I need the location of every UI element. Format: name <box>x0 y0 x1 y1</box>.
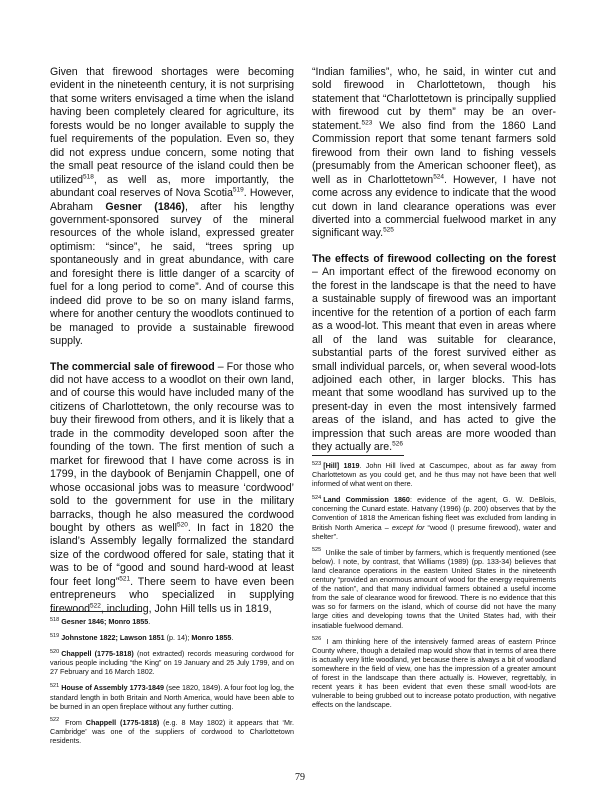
footnote-text: (p. 14); <box>164 633 192 643</box>
body-text: – An important effect of the firewood economy on the forest in the landscape is that the need to have a sustainable supply of firewood was an important incentive for the retention of a portion of each farm as a wood-lot. This meant that even in areas where all of the land was suitable for clearance, substantial parts of the forest survived either as small individual parcels, or, when several wood-lots adjoined each other, in larger blocks. This has meant that some woodland has survived up to the present-day in even the most intensively farmed areas of the island, and has acted to give the impression that such areas are more wooded than they actually are. <box>312 266 556 454</box>
footnote-text: I am thinking here of the intensively farmed areas of eastern Prince County where, though a detailed map would show that in terms of area there is actually very little woodland, yet because there is always a bit of woodland somewhere in the field of view, one has the impression of a greater amount of forest in the landscape than there actually is. However, regrettably, in recent years it has been evident that even these small wood-lots are vulnerable to being grubbed out to increase potato production, with negative effects on the landscape. <box>312 636 556 710</box>
footnote-citation: Chappell (1775-1818) <box>61 649 134 659</box>
footnote-525 <box>312 548 556 630</box>
footnote-emphasis: except for <box>391 522 425 532</box>
footnote-ref[interactable]: 523 <box>361 119 373 127</box>
footnote-number: 523 <box>312 460 322 467</box>
body-text: . However, I have not come across any evidence to indicate that the wood cut down in land clearance operations was ever diverted into a commercial fuelwood market in any significant way. <box>312 173 556 240</box>
footnote-524 <box>312 495 556 540</box>
footnote-ref[interactable]: 522 <box>90 602 101 610</box>
paragraph-indian-families <box>312 66 556 241</box>
footnote-divider <box>50 611 142 612</box>
section-heading: The commercial sale of firewood <box>50 360 215 373</box>
paragraph-commercial-sale <box>50 361 294 617</box>
footnote-522 <box>50 718 294 745</box>
body-text: , after his lengthy government-sponsored survey of the mineral resources of the whole island, expressed greater optimism: “since”, he said, “trees spring up spontaneously and in great abundance, with care and foresight there is little danger of a scarcity of fuel for a long period to come”. And of course this indeed did prove to be so on many island farms, where for another century the woodlots continued to be managed to provide a sustainable firewood supply. <box>50 200 294 348</box>
footnote-citation: Monro 1855 <box>191 633 232 643</box>
footnote-ref[interactable]: 519 <box>232 186 244 194</box>
body-text: . However, Abraham <box>50 187 294 213</box>
footnote-ref[interactable]: 525 <box>383 226 394 234</box>
footnote-text: : evidence of the agent, G. W. DeBlois, concerning the Cunard estate. Hatvany (1996) (p. 200) observes that by the Convention of 1818 the American fishing fleet was excluded from landing in British North America – <box>312 495 556 532</box>
footnote-number: 518 <box>50 616 60 623</box>
footnote-citation: Land Commission 1860 <box>323 495 410 505</box>
body-text: . In fact in 1820 the island’s Assembly legally formalized the standard size of the cordwood offered for sale, stating that it was to be of “good and sound hard-wood at least four feet long” <box>50 521 295 588</box>
paragraph-effects-on-forest <box>312 253 556 455</box>
body-text: , as well as, more importantly, the abundant coal reserves of Nova Scotia <box>50 173 294 200</box>
footnote-citation: [Hill] 1819 <box>323 461 360 470</box>
footnote-number: 521 <box>50 683 60 690</box>
footnote-text: (see 1820, 1849). A four foot log log, the standard length in both Britain and North America, would have been able to be burned in an open fireplace without any further cutting. <box>50 683 294 711</box>
footnote-citation: Chappell (1775-1818) <box>85 717 160 727</box>
footnote-text: “wood (I presume firewood), water and shelter”. <box>312 522 557 541</box>
body-text: . There seem to have even been entrepreneurs who specialized in supplying firewood <box>50 575 294 615</box>
footnotes-left <box>50 617 294 752</box>
footnote-526 <box>312 637 556 710</box>
page-number: 79 <box>295 772 305 783</box>
footnote-ref[interactable]: 524 <box>433 173 445 181</box>
footnote-citation: House of Assembly 1773-1849 <box>61 683 165 693</box>
footnotes-right <box>312 461 556 716</box>
section-heading: The effects of firewood collecting on the forest <box>312 252 556 265</box>
footnote-number: 524 <box>312 494 322 501</box>
footnote-ref[interactable]: 520 <box>177 521 188 529</box>
footnote-523 <box>312 461 556 488</box>
footnote-number: 525 <box>312 547 322 554</box>
left-column <box>50 66 294 628</box>
footnote-ref[interactable]: 518 <box>82 173 94 181</box>
footnote-citation: Gesner 1846; Monro 1855 <box>61 617 149 626</box>
body-text: – For those who did not have access to a woodlot on their own land, and of course this would have included many of the citizens of Charlottetown, the only recourse was to buy their firewood from others, and it is likely that a trade in the commodity developed soon after the founding of the town. The first mention of such a market for firewood that I have come across is in 1799, in the daybook of Benjamin Chappell, one of whose occasional jobs was to measure ‘cordwood’ sold to the government for use in the military barracks, though he also measured the cordwood bought by others as well <box>50 360 294 534</box>
footnote-text: . <box>231 633 234 643</box>
footnote-number: 520 <box>50 648 60 655</box>
footnote-ref[interactable]: 526 <box>392 440 403 448</box>
citation: Gesner (1846) <box>105 200 185 213</box>
footnote-text: Unlike the sale of timber by farmers, which is frequently mentioned (see below). I note, by contrast, that Williams (1989) (pp. 133-34) believes that land clearance operations in the eastern United States in the nineteenth century “provided an enormous amount of wood for the energy requirements of the nation”, and that many individual farmers obtained a useful income from the sale of clearance wood for firewood. There is no evidence that this was so for farmers on the island, which of course did not have the many large cities and developing towns that the United States had, with their insatiable fuelwood demand. <box>312 547 556 630</box>
footnote-ref[interactable]: 521 <box>119 575 131 583</box>
body-text: Given that firewood shortages were becoming evident in the nineteenth century, it is not surprising that some writers envisaged a time when the island having been completely cleared for agriculture, its forests would be no longer available to supply the fuel requirements of the population. Even so, they did not express undue concern, some noting that the small peat resource of the island could then be utilized <box>50 66 294 186</box>
footnote-text: . <box>148 617 151 626</box>
footnote-text: (not extracted) records measuring cordwood for various people including “the King” on 19 January and 25 July 1799, and on 27 February and 16 March 1802. <box>50 649 294 677</box>
body-text: “Indian families”, who, he said, in winter cut and sold firewood in Charlottetown, though his statement that “Charlottetown is principally supplied with firewood cut by them” may be an over-statement. <box>312 66 556 132</box>
footnote-number: 526 <box>312 636 322 643</box>
body-text: We also find from the 1860 Land Commission report that some tenant farmers sold firewood from their own land to fishing vessels (presumably from the American schooner fleet), as well as in Charlottetown <box>312 119 556 186</box>
footnote-citation: Johnstone 1822; Lawson 1851 <box>61 633 165 643</box>
footnote-519 <box>50 633 294 642</box>
right-column <box>312 66 556 467</box>
footnote-divider <box>312 455 404 456</box>
footnote-text: (e.g. 8 May 1802) it appears that ‘Mr. Cambridge’ was one of the suppliers of cordwood to Charlottetown residents. <box>50 717 295 745</box>
footnote-518 <box>50 617 294 626</box>
footnote-text: . John Hill lived at Cascumpec, about as far away from Charlottetown as you could get, and he thus may not have been that well informed of what went on there. <box>312 461 556 489</box>
paragraph-firewood-shortages <box>50 66 294 349</box>
footnote-520 <box>50 649 294 676</box>
footnote-number: 522 <box>50 717 60 724</box>
body-text: , including, John Hill tells us in 1819, <box>100 602 272 615</box>
footnote-521 <box>50 683 294 710</box>
footnote-number: 519 <box>50 632 60 639</box>
footnote-text: From <box>61 717 86 727</box>
